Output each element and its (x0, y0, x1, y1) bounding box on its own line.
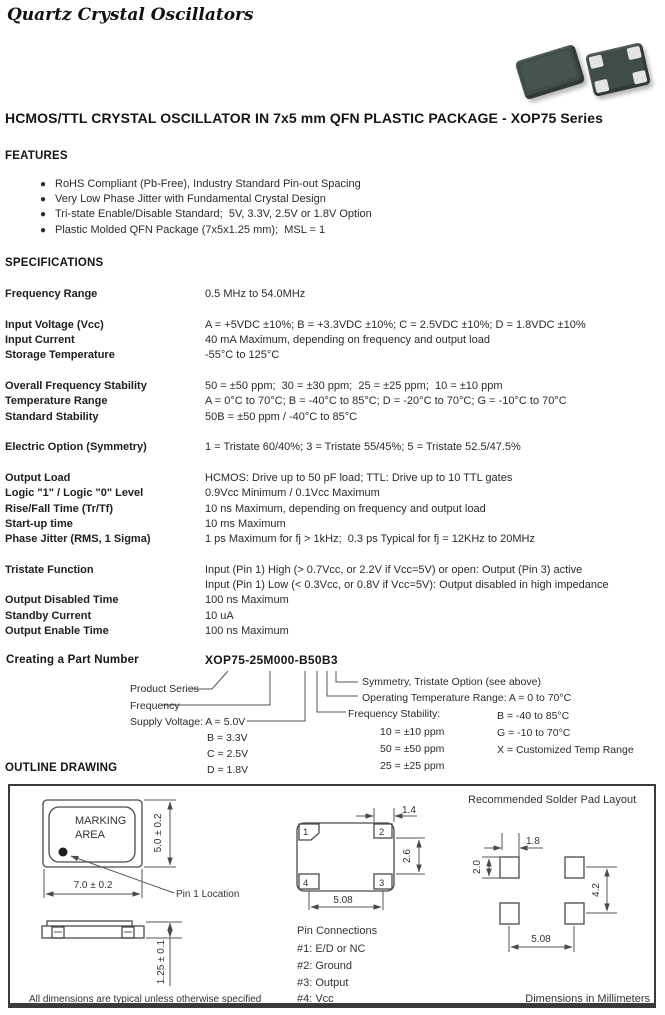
spec-group (5, 471, 663, 547)
doc-category-title: Quartz Crystal Oscillators (7, 5, 254, 25)
spec-value-line: A = 0°C to 70°C; B = -40°C to 85°C; D = -20°C to 70°C; G = -10°C to 70°C (205, 395, 567, 408)
spec-row (5, 532, 663, 547)
pin-connections-heading: Pin Connections (297, 925, 378, 937)
spec-label: Output Disabled Time (5, 594, 119, 607)
spec-row (5, 410, 663, 425)
spec-value-line: Input (Pin 1) High (> 0.7Vcc, or 2.2V if Vcc=5V) or open: Output (Pin 3) active (205, 563, 583, 576)
spec-value-line: Input (Pin 1) Low (< 0.3Vcc, or 0.8V if Vcc=5V): Output disabled in high impedance (205, 579, 609, 592)
solder-pad-dim-height: 2.0 (472, 860, 483, 874)
spec-label: Phase Jitter (RMS, 1 Sigma) (5, 533, 151, 546)
spec-value-line: 1 = Tristate 60/40%; 3 = Tristate 55/45%; 5 = Tristate 52.5/47.5% (205, 441, 521, 454)
chip-pad (589, 54, 604, 69)
pn-label-supply-voltage: Supply Voltage: A = 5.0V (130, 716, 246, 728)
pin3-number: 3 (379, 878, 385, 889)
spec-row (5, 609, 663, 624)
pin-connection-1: #1: E/D or NC (297, 943, 366, 955)
chip-photo-top-view (515, 44, 586, 100)
spec-value (205, 333, 663, 348)
spec-group (5, 563, 663, 639)
feature-item (40, 223, 640, 238)
pn-label-fs-50: 50 = ±50 ppm (380, 743, 445, 755)
spec-value-line: A = +5VDC ±10%; B = +3.3VDC ±10%; C = 2.5VDC ±10%; D = 1.8VDC ±10% (205, 318, 586, 331)
page-title: HCMOS/TTL CRYSTAL OSCILLATOR IN 7x5 mm QFN PLASTIC PACKAGE - XOP75 Series (5, 110, 603, 126)
features-heading: FEATURES (5, 150, 68, 162)
spec-value-line: 0.5 MHz to 54.0MHz (205, 288, 306, 300)
feature-item (40, 177, 640, 192)
bullet-icon: ● (40, 224, 47, 236)
product-photos (505, 40, 660, 112)
pn-label-frequency: Frequency (130, 700, 180, 712)
spec-label: Frequency Range (5, 288, 98, 300)
spec-row (5, 440, 663, 455)
spec-row (5, 394, 663, 409)
pn-label-temp-x: X = Customized Temp Range (497, 744, 634, 756)
spec-value (205, 593, 663, 608)
spec-value (205, 532, 663, 547)
spec-group (5, 287, 663, 302)
feature-text: Plastic Molded QFN Package (7x5x1.25 mm); MSL = 1 (55, 223, 326, 236)
spec-value-line: 50 = ±50 ppm; 30 = ±30 ppm; 25 = ±25 ppm; 10 = ±10 ppm (205, 379, 503, 392)
top-view-width-dim: 7.0 ± 0.2 (73, 880, 113, 891)
pin1-location-label: Pin 1 Location (176, 889, 240, 900)
spec-label: Standby Current (5, 609, 92, 622)
spec-group (5, 440, 663, 455)
feature-text: Very Low Phase Jitter with Fundamental Crystal Design (55, 193, 326, 206)
pn-label-op-temp: Operating Temperature Range: A = 0 to 70°C (362, 692, 572, 704)
pn-label-fs-10: 10 = ±10 ppm (380, 726, 445, 738)
dimensions-note: All dimensions are typical unless otherwise specified (29, 994, 262, 1003)
spec-label: Storage Temperature (5, 349, 115, 362)
spec-value (205, 502, 663, 517)
spec-value-line: -55°C to 125°C (205, 349, 280, 362)
spec-label: Start-up time (5, 517, 73, 530)
outline-drawing-heading: OUTLINE DRAWING (5, 762, 118, 774)
feature-item (40, 192, 640, 207)
spec-label: Input Current (5, 333, 75, 346)
spec-row (5, 486, 663, 501)
solder-pad-layout (468, 794, 650, 1003)
pn-label-freq-stability: Frequency Stability: (348, 708, 441, 720)
feature-text: Tri-state Enable/Disable Standard; 5V, 3.3V, 2.5V or 1.8V Option (55, 208, 372, 221)
spec-value (205, 379, 663, 394)
spec-value-line: 10 ns Maximum, depending on frequency and output load (205, 502, 486, 515)
bottom-view-dim-top: 1.4 (402, 805, 416, 816)
pn-label-fs-25: 25 = ±25 ppm (380, 760, 445, 772)
spec-value (205, 410, 663, 425)
features-list (40, 177, 640, 238)
bottom-view-dim-right: 2.6 (402, 849, 413, 863)
spec-value (205, 348, 663, 363)
specifications-table (5, 287, 663, 655)
spec-row (5, 333, 663, 348)
chip-photo-bottom-view (585, 42, 651, 97)
pin2-number: 2 (379, 827, 385, 838)
pn-label-supply-c: C = 2.5V (207, 748, 249, 760)
feature-text: RoHS Compliant (Pb-Free), Industry Standard Pin-out Spacing (55, 178, 361, 190)
spec-row (5, 348, 663, 363)
outline-drawing-box (8, 784, 656, 1008)
spec-value-line: 100 ns Maximum (205, 594, 289, 607)
solder-pad-dim-width: 1.8 (526, 836, 540, 847)
spec-value-line: 1 ps Maximum for fj > 1kHz; 0.3 ps Typical for fj = 12KHz to 20MHz (205, 533, 535, 546)
marking-area-label2: AREA (75, 829, 105, 841)
marking-area-label: MARKING (75, 815, 127, 827)
spec-value (205, 486, 663, 501)
spec-value-line: 100 ns Maximum (205, 625, 289, 637)
solder-pad-dim-hpitch: 5.08 (531, 934, 551, 945)
spec-label: Output Enable Time (5, 625, 109, 637)
spec-row (5, 379, 663, 394)
top-view-height-dim: 5.0 ± 0.2 (153, 813, 164, 853)
spec-value (205, 624, 663, 639)
pn-label-supply-d: D = 1.8V (207, 764, 249, 776)
spec-value-line: 50B = ±50 ppm / -40°C to 85°C (205, 410, 358, 423)
spec-label: Temperature Range (5, 395, 108, 408)
spec-value (205, 563, 663, 594)
spec-label: Output Load (5, 471, 71, 484)
pn-label-product-series: Product Series (130, 683, 199, 695)
spec-row (5, 593, 663, 608)
spec-value (205, 440, 663, 455)
spec-value (205, 287, 663, 302)
spec-label: Tristate Function (5, 563, 94, 576)
side-view-height-dim: 1.25 ± 0.1 (156, 939, 167, 985)
chip-pad (627, 46, 642, 61)
feature-item (40, 207, 640, 222)
spec-row (5, 471, 663, 486)
bottom-view (297, 805, 425, 1003)
side-view (29, 921, 261, 1003)
bullet-icon: ● (40, 194, 47, 206)
part-number-example: XOP75-25M000-B50B3 (205, 653, 338, 667)
pn-label-temp-b: B = -40 to 85°C (497, 710, 570, 722)
pin1-number: 1 (303, 827, 309, 838)
pin-connection-4: #4: Vcc (297, 993, 334, 1003)
spec-group (5, 379, 663, 425)
spec-value (205, 318, 663, 333)
spec-label: Overall Frequency Stability (5, 379, 147, 392)
spec-value (205, 517, 663, 532)
spec-row (5, 517, 663, 532)
pin-connection-2: #2: Ground (297, 960, 353, 972)
spec-row (5, 287, 663, 302)
part-number-heading: Creating a Part Number (6, 654, 139, 666)
spec-value (205, 394, 663, 409)
spec-row (5, 563, 663, 594)
spec-value-line: 0.9Vcc Minimum / 0.1Vcc Maximum (205, 487, 380, 500)
solder-pad-dim-vpitch: 4.2 (591, 883, 602, 897)
chip-pad (632, 70, 647, 85)
pin1-dot (59, 848, 68, 857)
spec-row (5, 318, 663, 333)
spec-row (5, 624, 663, 639)
bullet-icon: ● (40, 209, 47, 221)
spec-value-line: 40 mA Maximum, depending on frequency and output load (205, 333, 490, 346)
spec-value-line: 10 ms Maximum (205, 517, 286, 530)
pn-label-symmetry: Symmetry, Tristate Option (see above) (362, 676, 541, 688)
spec-label: Input Voltage (Vcc) (5, 318, 104, 331)
bullet-icon: ● (40, 179, 47, 190)
top-view (43, 800, 239, 900)
spec-row (5, 502, 663, 517)
solder-pad-title: Recommended Solder Pad Layout (468, 794, 637, 806)
pin4-number: 4 (303, 878, 309, 889)
spec-label: Rise/Fall Time (Tr/Tf) (5, 502, 113, 515)
pn-label-temp-g: G = -10 to 70°C (497, 727, 571, 739)
chip-pad (594, 79, 609, 94)
spec-value (205, 609, 663, 624)
pin-connection-3: #3: Output (297, 977, 349, 989)
dimensions-units-note: Dimensions in Millimeters (525, 993, 650, 1003)
pn-label-supply-b: B = 3.3V (207, 732, 248, 744)
bottom-view-dim-bottom: 5.08 (333, 895, 353, 906)
spec-value-line: 10 uA (205, 609, 234, 622)
spec-value-line: HCMOS: Drive up to 50 pF load; TTL: Drive up to 10 TTL gates (205, 471, 513, 484)
spec-label: Logic "1" / Logic "0" Level (5, 487, 144, 500)
spec-group (5, 318, 663, 364)
chip-marking-face (520, 49, 578, 91)
outline-drawing (10, 786, 654, 1003)
specifications-heading: SPECIFICATIONS (5, 257, 104, 269)
spec-label: Standard Stability (5, 410, 99, 423)
spec-label: Electric Option (Symmetry) (5, 441, 147, 454)
spec-value (205, 471, 663, 486)
